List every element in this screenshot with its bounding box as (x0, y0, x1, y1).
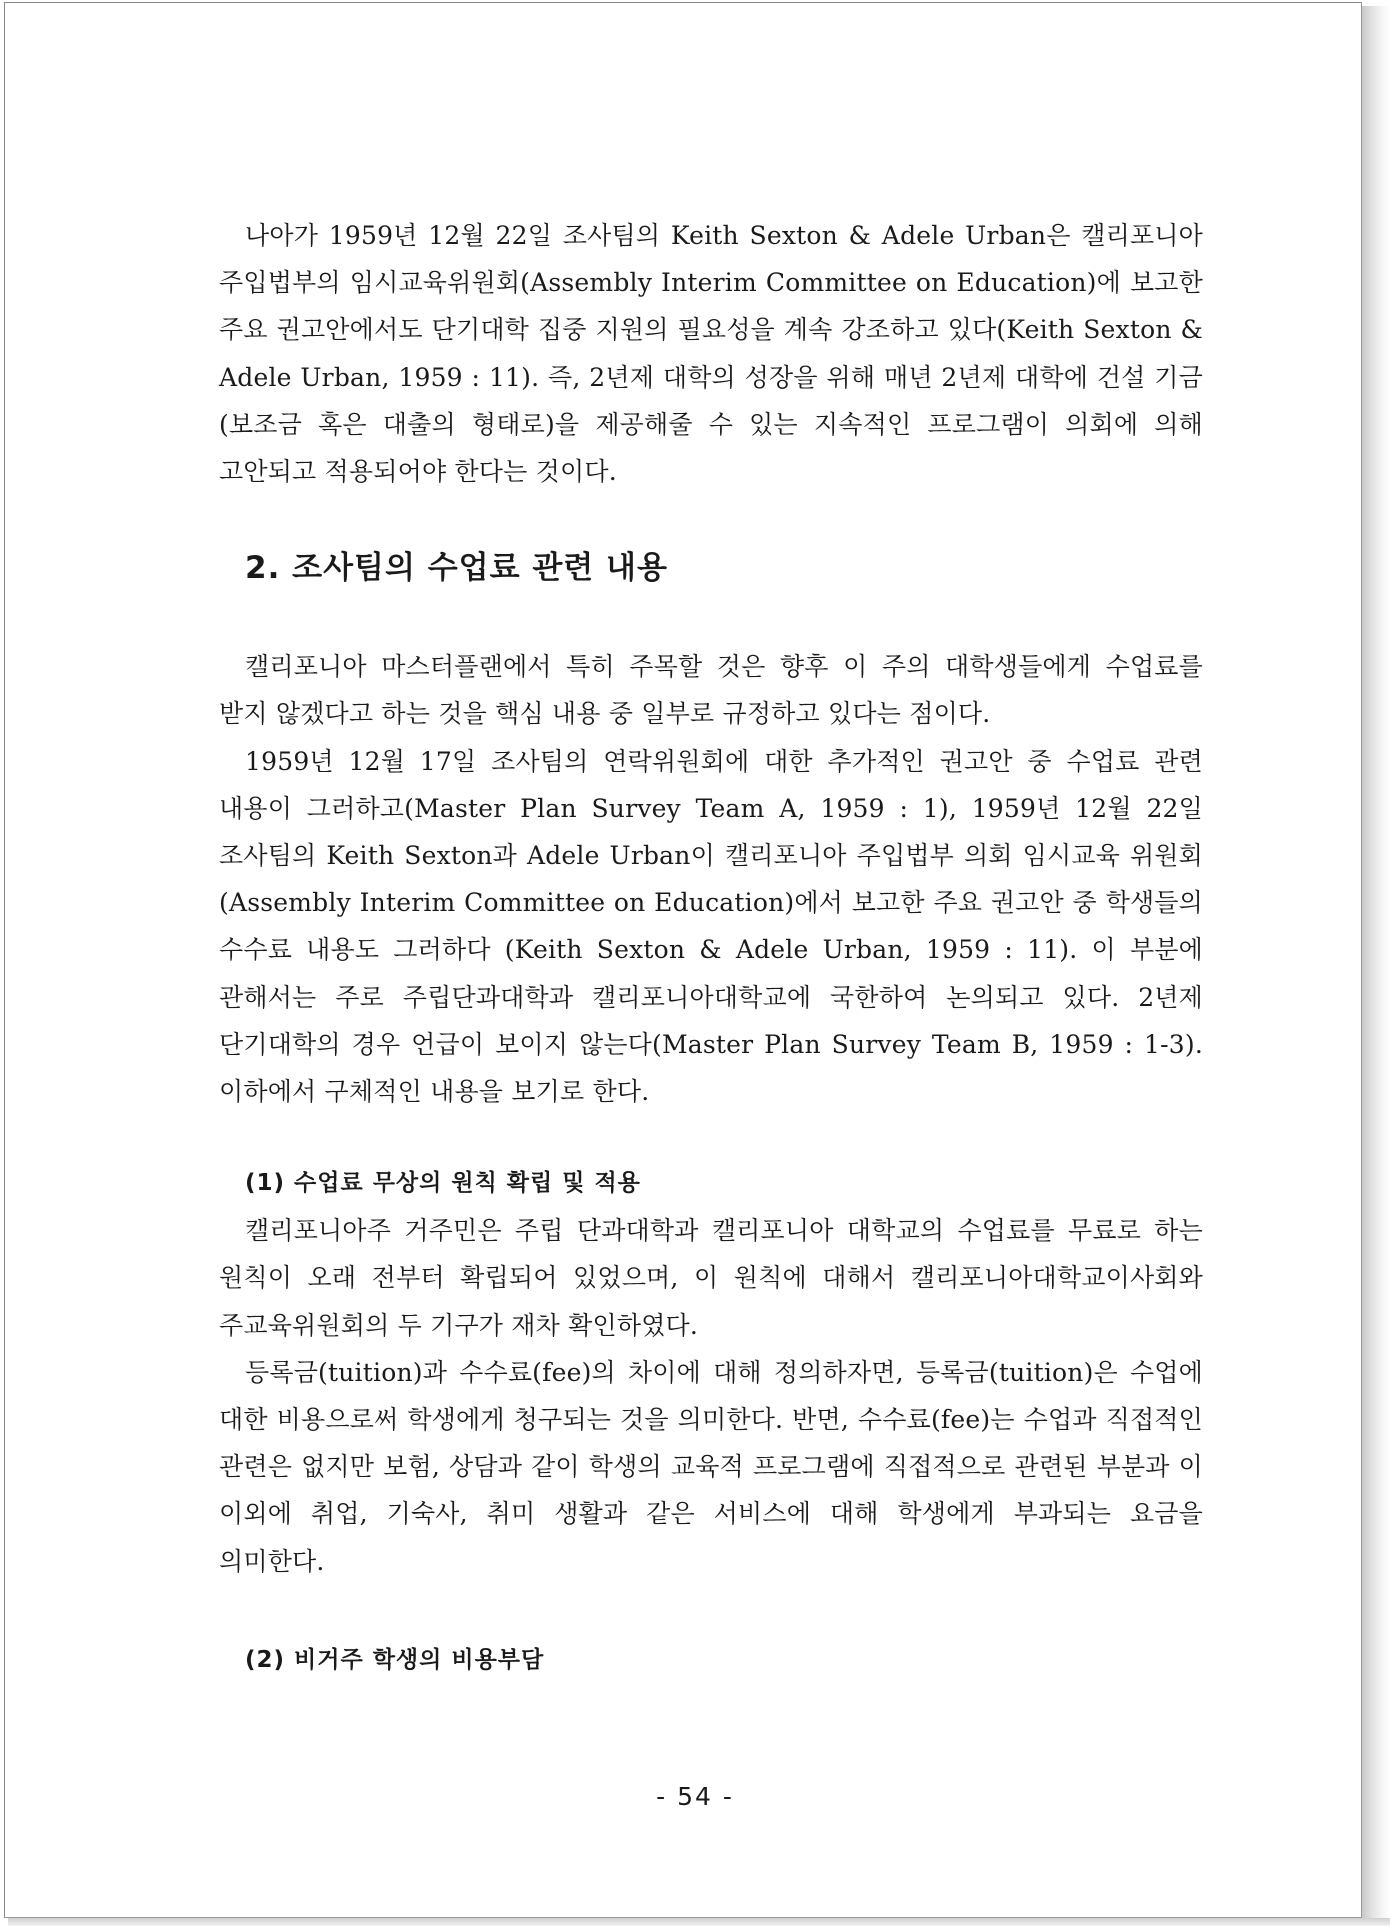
page-number: - 54 - (656, 1782, 734, 1811)
page-content (219, 212, 1203, 1684)
subsection1-paragraph-2: 등록금(tuition)과 수수료(fee)의 차이에 대해 정의하자면, 등록금(tuition)은 수업에 대한 비용으로써 학생에게 청구되는 것을 의미한다. 반면, 수수료(fee)는 수업과 직접적인 관련은 없지만 보험, 상담과 같이 학생의 교육적 프로그램에 직접적으로 관련된 부분과 이 이외에 취업, 기숙사, 취미 생활과 같은 서비스에 대해 학생에게 부과되는 요금을 의미한다. (219, 1357, 1203, 1576)
subsection-heading-1: (1) 수업료 무상의 원칙 확립 및 적용 (245, 1170, 641, 1197)
section-heading: 2. 조사팀의 수업료 관련 내용 (245, 550, 668, 587)
subsection-heading-2: (2) 비거주 학생의 비용부담 (245, 1646, 545, 1673)
subsection1-paragraph-1: 캘리포니아주 거주민은 주립 단과대학과 캘리포니아 대학교의 수업료를 무료로 하는 원칙이 오래 전부터 확립되어 있었으며, 이 원칙에 대해서 캘리포니아대학교이사회와 주교육위원회의 두 기구가 재차 확인하였다. (219, 1216, 1203, 1340)
page-shadow-bottom (8, 1918, 1390, 1926)
section-paragraph-1: 캘리포니아 마스터플랜에서 특히 주목할 것은 향후 이 주의 대학생들에게 수업료를 받지 않겠다고 하는 것을 핵심 내용 중 일부로 규정하고 있다는 점이다. (219, 652, 1203, 729)
page-shadow-right (1362, 6, 1390, 1922)
section-paragraph-2: 1959년 12월 17일 조사팀의 연락위원회에 대한 추가적인 권고안 중 수업료 관련 내용이 그러하고(Master Plan Survey Team A, 1959 : 1), 1959년 12월 22일 조사팀의 Keith Sexton과 Adele Urban이 캘리포니아 주입법부 의회 임시교육 위원회(Assembly Interim Committee on Education)에서 보고한 주요 권고안 중 학생들의 수수료 내용도 그러하다 (Keith Sexton & Adele Urban, 1959 : 11). 이 부분에 관해서는 주로 주립단과대학과 캘리포니아대학교에 국한하여 논의되고 있다. 2년제 단기대학의 경우 언급이 보이지 않는다(Master Plan Survey Team B, 1959 : 1-3). 이하에서 구체적인 내용을 보기로 한다. (219, 746, 1203, 1107)
intro-paragraph: 나아가 1959년 12월 22일 조사팀의 Keith Sexton & Adele Urban은 캘리포니아 주입법부의 임시교육위원회(Assembly Interim Committee on Education)에 보고한 주요 권고안에서도 단기대학 집중 지원의 필요성을 계속 강조하고 있다(Keith Sexton & Adele Urban, 1959 : 11). 즉, 2년제 대학의 성장을 위해 매년 2년제 대학에 건설 기금(보조금 혹은 대출의 형태로)을 제공해줄 수 있는 지속적인 프로그램이 의회에 의해 고안되고 적용되어야 한다는 것이다. (219, 221, 1203, 487)
